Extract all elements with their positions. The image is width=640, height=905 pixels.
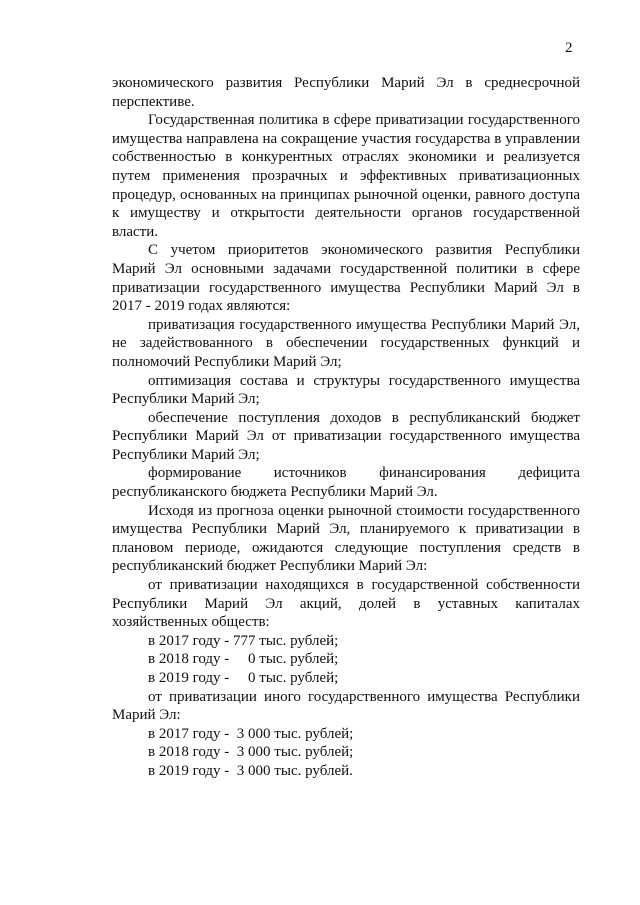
- paragraph-tasks-intro: С учетом приоритетов экономического развития Республики Марий Эл основными задачами государственной политики в сфере приватизации государственного имущества Республики Марий Эл в 2017 - 2019 годах являются:: [112, 242, 580, 315]
- page-number: 2: [565, 40, 574, 56]
- shares-revenue-intro: от приватизации находящихся в государственной собственности Республики Марий Эл акций, долей в уставных капиталах хозяйственных обществ:: [112, 577, 580, 631]
- task-item-privatization: приватизация государственного имущества Республики Марий Эл, не задействованного в обеспечении государственных функций и полномочий Республики Марий Эл;: [112, 316, 580, 370]
- other-revenue-2018: в 2018 году - 3 000 тыс. рублей;: [148, 744, 354, 761]
- other-property-revenue-intro: от приватизации иного государственного имущества Республики Марий Эл:: [112, 688, 580, 724]
- shares-revenue-2017: в 2017 году - 777 тыс. рублей;: [148, 632, 339, 649]
- task-item-optimization: оптимизация состава и структуры государственного имущества Республики Марий Эл;: [112, 372, 580, 408]
- other-revenue-2017: в 2017 году - 3 000 тыс. рублей;: [148, 725, 354, 742]
- paragraph-privatization-policy: Государственная политика в сфере приватизации государственного имущества направлена на сокращение участия государства в управлении собственностью в конкурентных отраслях экономики и реализуется путем применения прозрачных и эффективных приватизационных процедур, основанных на принципах рыночной оценки, равного доступа к имуществу и открытости деятельности органов государственной власти.: [112, 112, 580, 240]
- shares-revenue-2019: в 2019 году - 0 тыс. рублей;: [148, 670, 339, 686]
- paragraph-revenue-forecast: Исходя из прогноза оценки рыночной стоимости государственного имущества Республики Марий Эл, планируемого к приватизации в плановом периоде, ожидаются следующие поступления средств в республиканский бюджет Республики Марий Эл:: [112, 502, 580, 575]
- task-item-deficit-financing: формирование источников финансирования дефицита республиканского бюджета Республики Марий Эл.: [112, 465, 580, 501]
- other-revenue-2019: в 2019 году - 3 000 тыс. рублей.: [148, 762, 353, 779]
- paragraph-continuation: экономического развития Республики Марий Эл в среднесрочной перспективе.: [112, 75, 580, 110]
- task-item-revenue: обеспечение поступления доходов в республиканский бюджет Республики Марий Эл от приватизации государственного имущества Республики Марий Эл;: [112, 409, 580, 463]
- document-body: [112, 74, 580, 781]
- shares-revenue-2018: в 2018 году - 0 тыс. рублей;: [148, 651, 339, 668]
